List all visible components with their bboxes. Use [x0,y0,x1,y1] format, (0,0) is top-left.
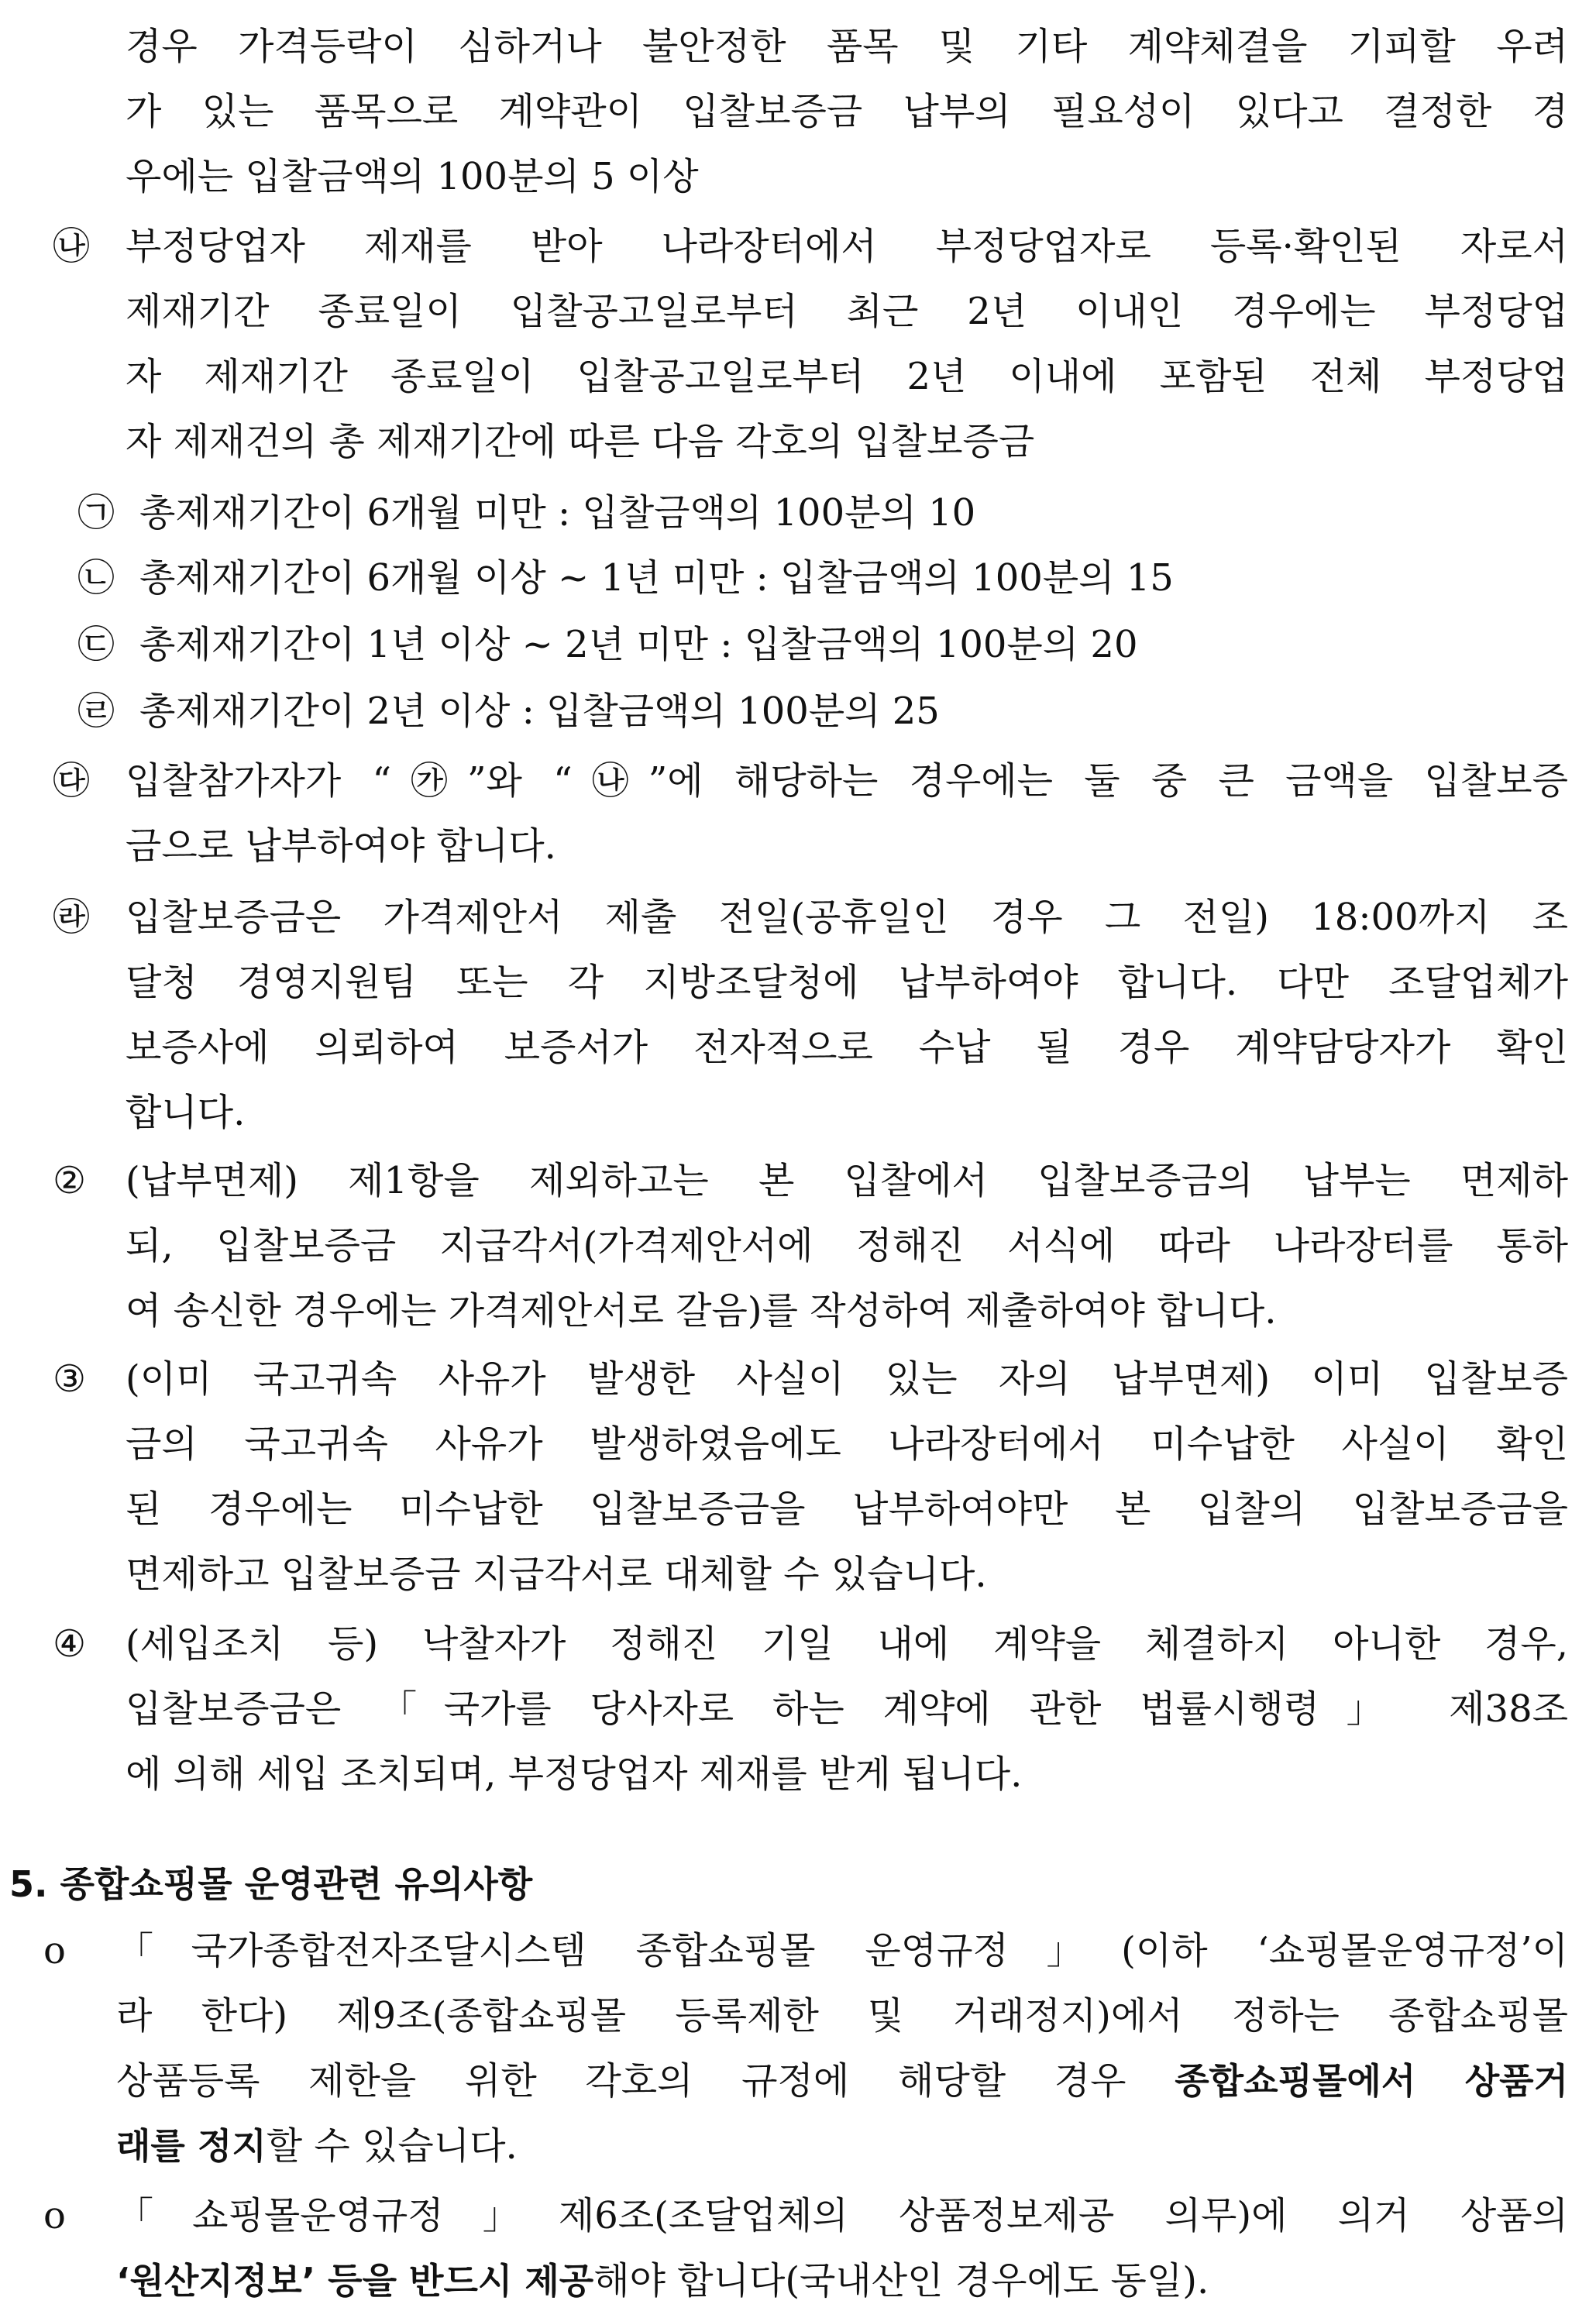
item-3-line-4: 면제하고 입찰보증금 지급각서로 대체할 수 있습니다. [126,1553,987,1596]
para-c-line-2: 금으로 납부하여야 합니다. [126,824,556,868]
bullet-2-line-1: 「쇼핑몰운영규정」제6조(조달업체의 상품정보제공 의무)에 의거 상품의 [116,2194,1568,2237]
item-4-line-3: 에 의해 세입 조치되며, 부정당업자 제재를 받게 됩니다. [126,1752,1023,1796]
para-c-marker: ㉰ [53,759,91,803]
section-5-title: 5. 종합쇼핑몰 운영관련 유의사항 [9,1863,533,1905]
item-3-marker: ③ [53,1357,87,1401]
item-3-line-3: 된 경우에는 미수납한 입찰보증금을 납부하여야만 본 입찰의 입찰보증금을 [126,1487,1568,1531]
item-4-line-1: (세입조치 등) 낙찰자가 정해진 기일 내에 계약을 체결하지 아니한 경우, [126,1622,1568,1666]
sub-item-3-marker: ㉢ [77,623,115,666]
sub-item-4-text: 총제재기간이 2년 이상 : 입찰금액의 100분의 25 [139,690,940,733]
bullet-1-line-1: 「국가종합전자조달시스템 종합쇼핑몰 운영규정」(이하 ‘쇼핑몰운영규정’이 [116,1929,1568,1972]
item-3-line-2: 금의 국고귀속 사유가 발생하였음에도 나라장터에서 미수납한 사실이 확인 [126,1422,1568,1466]
bullet-1-line-4-plain: 할 수 있습니다. [266,2124,518,2168]
item-3-line-1: (이미 국고귀속 사유가 발생한 사실이 있는 자의 납부면제) 이미 입찰보증 [126,1357,1568,1401]
para-a-line-2: 가 있는 품목으로 계약관이 입찰보증금 납부의 필요성이 있다고 결정한 경 [126,90,1568,133]
sub-item-2-text: 총제재기간이 6개월 이상 ~ 1년 미만 : 입찰금액의 100분의 15 [139,556,1174,600]
para-d-line-2: 달청 경영지원팀 또는 각 지방조달청에 납부하여야 합니다. 다만 조달업체가 [126,961,1568,1004]
para-b-marker: ㉯ [53,225,91,268]
bullet-2-marker: o [43,2194,66,2237]
sub-item-2-marker: ㉡ [77,556,115,600]
bullet-1-line-4-bold: 래를 정지 [116,2125,267,2167]
para-d-line-1: 입찰보증금은 가격제안서 제출 전일(공휴일인 경우 그 전일) 18:00까지 조 [126,896,1568,939]
item-4-line-2: 입찰보증금은 「국가를 당사자로 하는 계약에 관한 법률시행령」 제38조 [126,1687,1568,1731]
sub-item-4-marker: ㉣ [77,690,115,733]
para-d-marker: ㉱ [53,896,91,939]
para-d-line-3: 보증사에 의뢰하여 보증서가 전자적으로 수납 될 경우 계약담당자가 확인 [126,1026,1568,1069]
bullet-1-line-4 [116,2123,518,2169]
item-4-marker: ④ [53,1622,87,1666]
bullet-1-marker: o [43,1929,66,1972]
sub-item-1-marker: ㉠ [77,491,115,535]
bullet-2-line-2 [116,2258,1209,2304]
bullet-1-line-3 [116,2058,1568,2104]
para-b-line-1: 부정당업자 제재를 받아 나라장터에서 부정당업자로 등록·확인된 자로서 [126,225,1568,268]
para-b-line-3: 자 제재기간 종료일이 입찰공고일로부터 2년 이내에 포함된 전체 부정당업 [126,355,1568,398]
para-a-line-3: 우에는 입찰금액의 100분의 5 이상 [126,155,699,198]
bullet-2-line-2-plain: 해야 합니다(국내산인 경우에도 동일). [593,2259,1209,2303]
sub-item-1-text: 총제재기간이 6개월 미만 : 입찰금액의 100분의 10 [139,491,976,535]
item-2-line-2: 되, 입찰보증금 지급각서(가격제안서에 정해진 서식에 따라 나라장터를 통하 [126,1224,1568,1267]
bullet-1-line-2: 라 한다) 제9조(종합쇼핑몰 등록제한 및 거래정지)에서 정하는 종합쇼핑몰 [116,1994,1568,2038]
bullet-1-line-3-plain: 상품등록 제한을 위한 각호의 규정에 해당할 경우 [116,2059,1175,2103]
item-2-line-3: 여 송신한 경우에는 가격제안서로 갈음)를 작성하여 제출하여야 합니다. [126,1289,1277,1333]
sub-item-3-text: 총제재기간이 1년 이상 ~ 2년 미만 : 입찰금액의 100분의 20 [139,623,1138,666]
bullet-1-line-3-bold: 종합쇼핑몰에서 상품거 [1175,2060,1569,2102]
para-a-line-1: 경우 가격등락이 심하거나 불안정한 품목 및 기타 계약체결을 기피할 우려 [126,25,1568,68]
item-2-line-1: (납부면제) 제1항을 제외하고는 본 입찰에서 입찰보증금의 납부는 면제하 [126,1159,1568,1202]
para-d-line-4: 합니다. [126,1091,246,1134]
item-2-marker: ② [53,1159,87,1202]
bullet-2-line-2-bold: ‘원산지정보’ 등을 반드시 제공 [116,2260,594,2302]
para-c-line-1: 입찰참가자가 “㉮”와 “㉯”에 해당하는 경우에는 둘 중 큰 금액을 입찰보증 [126,759,1568,803]
para-b-line-2: 제재기간 종료일이 입찰공고일로부터 최근 2년 이내인 경우에는 부정당업 [126,290,1568,333]
para-b-line-4: 자 제재건의 총 제재기간에 따른 다음 각호의 입찰보증금 [126,420,1035,463]
